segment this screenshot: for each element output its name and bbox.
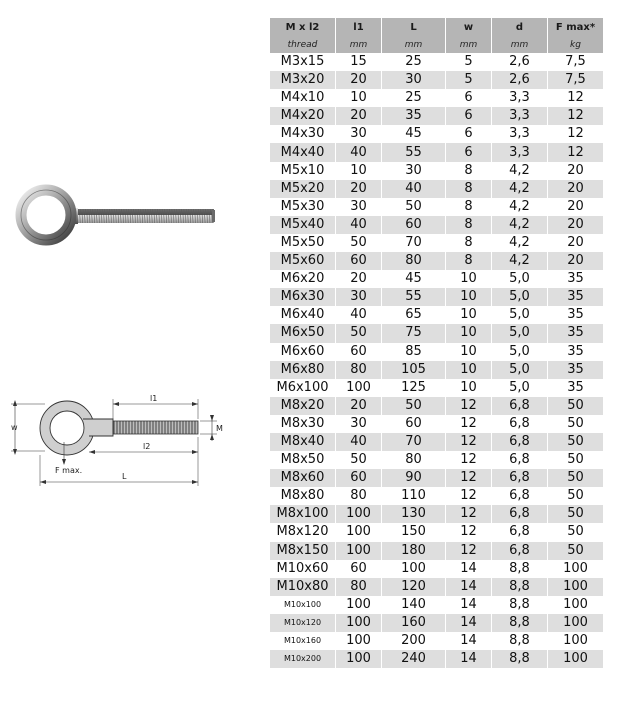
dimension-label-l2: l2 <box>143 442 151 451</box>
cell-f-max: 20 <box>548 198 604 216</box>
cell-f-max: 20 <box>548 216 604 234</box>
cell-length: 105 <box>382 361 446 379</box>
cell-length: 50 <box>382 397 446 415</box>
cell-thread-size: M8x120 <box>270 523 336 541</box>
cell-l1: 50 <box>336 324 382 342</box>
cell-f-max: 7,5 <box>548 53 604 71</box>
dimension-label-m: M <box>216 424 223 433</box>
cell-thread-size: M10x60 <box>270 560 336 578</box>
cell-thread-size: M8x150 <box>270 542 336 560</box>
cell-d: 4,2 <box>492 198 548 216</box>
cell-length: 80 <box>382 252 446 270</box>
unit-l1: mm <box>336 36 382 53</box>
header-d: d <box>492 18 548 36</box>
table-row <box>270 107 604 125</box>
cell-d: 6,8 <box>492 433 548 451</box>
dimension-label-f-max: F max. <box>55 466 83 475</box>
cell-thread-size: M4x20 <box>270 107 336 125</box>
cell-f-max: 35 <box>548 379 604 397</box>
cell-thread-size: M4x10 <box>270 89 336 107</box>
cell-d: 6,8 <box>492 505 548 523</box>
cell-thread-size: M6x100 <box>270 379 336 397</box>
header-l1: l1 <box>336 18 382 36</box>
table-row <box>270 143 604 161</box>
cell-d: 8,8 <box>492 578 548 596</box>
cell-w: 10 <box>446 324 492 342</box>
cell-d: 3,3 <box>492 125 548 143</box>
cell-thread-size: M10x100 <box>270 596 336 614</box>
cell-length: 45 <box>382 270 446 288</box>
cell-d: 6,8 <box>492 523 548 541</box>
cell-f-max: 20 <box>548 252 604 270</box>
cell-length: 150 <box>382 523 446 541</box>
cell-w: 8 <box>446 216 492 234</box>
cell-f-max: 12 <box>548 125 604 143</box>
cell-w: 14 <box>446 560 492 578</box>
cell-length: 25 <box>382 53 446 71</box>
cell-f-max: 100 <box>548 596 604 614</box>
cell-d: 5,0 <box>492 270 548 288</box>
table-row <box>270 632 604 650</box>
cell-thread-size: M4x30 <box>270 125 336 143</box>
cell-thread-size: M3x20 <box>270 71 336 89</box>
cell-length: 100 <box>382 560 446 578</box>
cell-w: 12 <box>446 451 492 469</box>
table-header-row <box>270 18 604 36</box>
table-body <box>270 53 604 668</box>
cell-thread-size: M6x40 <box>270 306 336 324</box>
unit-length: mm <box>382 36 446 53</box>
cell-w: 6 <box>446 107 492 125</box>
cell-d: 8,8 <box>492 560 548 578</box>
dimension-label-w: w <box>11 423 18 432</box>
cell-w: 6 <box>446 125 492 143</box>
table-row <box>270 324 604 342</box>
cell-f-max: 7,5 <box>548 71 604 89</box>
table-row <box>270 650 604 668</box>
cell-length: 140 <box>382 596 446 614</box>
cell-l1: 100 <box>336 632 382 650</box>
cell-l1: 30 <box>336 198 382 216</box>
cell-d: 5,0 <box>492 288 548 306</box>
cell-thread-size: M3x15 <box>270 53 336 71</box>
cell-l1: 20 <box>336 270 382 288</box>
eye-bolt-photo <box>12 175 222 255</box>
cell-w: 14 <box>446 578 492 596</box>
cell-w: 12 <box>446 542 492 560</box>
cell-w: 14 <box>446 596 492 614</box>
table-row <box>270 53 604 71</box>
cell-thread-size: M6x20 <box>270 270 336 288</box>
cell-length: 50 <box>382 198 446 216</box>
cell-length: 55 <box>382 288 446 306</box>
unit-w: mm <box>446 36 492 53</box>
cell-l1: 30 <box>336 288 382 306</box>
cell-f-max: 35 <box>548 288 604 306</box>
cell-f-max: 50 <box>548 523 604 541</box>
table-row <box>270 487 604 505</box>
cell-f-max: 50 <box>548 397 604 415</box>
table-row <box>270 361 604 379</box>
cell-l1: 20 <box>336 107 382 125</box>
table-row <box>270 451 604 469</box>
cell-l1: 80 <box>336 361 382 379</box>
cell-l1: 40 <box>336 433 382 451</box>
cell-d: 5,0 <box>492 306 548 324</box>
cell-thread-size: M5x50 <box>270 234 336 252</box>
cell-thread-size: M5x10 <box>270 162 336 180</box>
table-row <box>270 216 604 234</box>
table-row <box>270 596 604 614</box>
cell-length: 160 <box>382 614 446 632</box>
cell-w: 10 <box>446 288 492 306</box>
cell-w: 10 <box>446 379 492 397</box>
cell-d: 5,0 <box>492 379 548 397</box>
cell-d: 2,6 <box>492 53 548 71</box>
cell-length: 75 <box>382 324 446 342</box>
cell-l1: 50 <box>336 451 382 469</box>
cell-w: 10 <box>446 270 492 288</box>
cell-thread-size: M4x40 <box>270 143 336 161</box>
table-row <box>270 125 604 143</box>
table-row <box>270 198 604 216</box>
unit-d: mm <box>492 36 548 53</box>
cell-w: 5 <box>446 71 492 89</box>
cell-f-max: 50 <box>548 415 604 433</box>
table-row <box>270 288 604 306</box>
cell-length: 45 <box>382 125 446 143</box>
cell-thread-size: M5x30 <box>270 198 336 216</box>
table-row <box>270 162 604 180</box>
cell-thread-size: M8x50 <box>270 451 336 469</box>
cell-thread-size: M6x30 <box>270 288 336 306</box>
cell-length: 85 <box>382 343 446 361</box>
cell-thread-size: M8x60 <box>270 469 336 487</box>
cell-length: 40 <box>382 180 446 198</box>
table-row <box>270 234 604 252</box>
table-row <box>270 614 604 632</box>
cell-l1: 60 <box>336 252 382 270</box>
table-row <box>270 89 604 107</box>
cell-f-max: 100 <box>548 650 604 668</box>
cell-l1: 80 <box>336 578 382 596</box>
table-row <box>270 71 604 89</box>
cell-l1: 60 <box>336 560 382 578</box>
cell-d: 3,3 <box>492 89 548 107</box>
cell-d: 6,8 <box>492 415 548 433</box>
cell-d: 4,2 <box>492 252 548 270</box>
cell-length: 55 <box>382 143 446 161</box>
cell-length: 35 <box>382 107 446 125</box>
cell-thread-size: M10x200 <box>270 650 336 668</box>
cell-d: 3,3 <box>492 143 548 161</box>
header-f-max: F max* <box>548 18 604 36</box>
cell-w: 14 <box>446 650 492 668</box>
cell-l1: 20 <box>336 71 382 89</box>
cell-l1: 50 <box>336 234 382 252</box>
cell-f-max: 100 <box>548 560 604 578</box>
table-row <box>270 379 604 397</box>
cell-l1: 10 <box>336 162 382 180</box>
table-units-row <box>270 36 604 53</box>
unit-f-max: kg <box>548 36 604 53</box>
cell-l1: 100 <box>336 650 382 668</box>
cell-w: 8 <box>446 198 492 216</box>
cell-length: 200 <box>382 632 446 650</box>
cell-l1: 10 <box>336 89 382 107</box>
cell-d: 6,8 <box>492 451 548 469</box>
cell-l1: 60 <box>336 343 382 361</box>
cell-w: 6 <box>446 143 492 161</box>
cell-f-max: 50 <box>548 542 604 560</box>
cell-w: 5 <box>446 53 492 71</box>
cell-d: 5,0 <box>492 361 548 379</box>
cell-length: 125 <box>382 379 446 397</box>
cell-f-max: 100 <box>548 632 604 650</box>
cell-d: 4,2 <box>492 216 548 234</box>
dimension-label-l1: l1 <box>150 394 158 403</box>
cell-d: 8,8 <box>492 614 548 632</box>
table-row <box>270 542 604 560</box>
cell-l1: 40 <box>336 143 382 161</box>
dimension-label-total-length: L <box>122 472 127 481</box>
cell-w: 12 <box>446 487 492 505</box>
eye-bolt-spec-table <box>270 18 604 668</box>
cell-length: 65 <box>382 306 446 324</box>
cell-f-max: 35 <box>548 270 604 288</box>
table-row <box>270 270 604 288</box>
cell-d: 6,8 <box>492 487 548 505</box>
cell-thread-size: M10x160 <box>270 632 336 650</box>
cell-thread-size: M8x40 <box>270 433 336 451</box>
header-thread-size: M x l2 <box>270 18 336 36</box>
table-row <box>270 252 604 270</box>
cell-f-max: 100 <box>548 614 604 632</box>
unit-thread: thread <box>270 36 336 53</box>
cell-length: 180 <box>382 542 446 560</box>
table-row <box>270 505 604 523</box>
cell-thread-size: M8x80 <box>270 487 336 505</box>
cell-thread-size: M8x100 <box>270 505 336 523</box>
cell-d: 3,3 <box>492 107 548 125</box>
cell-f-max: 35 <box>548 306 604 324</box>
cell-l1: 20 <box>336 397 382 415</box>
cell-l1: 30 <box>336 415 382 433</box>
cell-l1: 100 <box>336 379 382 397</box>
cell-thread-size: M5x40 <box>270 216 336 234</box>
cell-f-max: 50 <box>548 469 604 487</box>
eye-bolt-technical-drawing <box>5 385 230 490</box>
cell-l1: 100 <box>336 542 382 560</box>
cell-w: 12 <box>446 397 492 415</box>
cell-l1: 100 <box>336 614 382 632</box>
cell-l1: 15 <box>336 53 382 71</box>
cell-d: 4,2 <box>492 162 548 180</box>
cell-length: 25 <box>382 89 446 107</box>
cell-length: 60 <box>382 415 446 433</box>
cell-d: 8,8 <box>492 632 548 650</box>
cell-d: 6,8 <box>492 397 548 415</box>
header-w: w <box>446 18 492 36</box>
cell-f-max: 50 <box>548 451 604 469</box>
cell-w: 10 <box>446 343 492 361</box>
cell-length: 30 <box>382 162 446 180</box>
cell-length: 30 <box>382 71 446 89</box>
cell-d: 4,2 <box>492 234 548 252</box>
cell-w: 8 <box>446 180 492 198</box>
cell-f-max: 35 <box>548 324 604 342</box>
cell-w: 12 <box>446 469 492 487</box>
cell-d: 2,6 <box>492 71 548 89</box>
cell-w: 8 <box>446 234 492 252</box>
cell-f-max: 20 <box>548 180 604 198</box>
cell-f-max: 35 <box>548 361 604 379</box>
cell-d: 8,8 <box>492 596 548 614</box>
cell-thread-size: M8x20 <box>270 397 336 415</box>
cell-l1: 40 <box>336 216 382 234</box>
cell-length: 70 <box>382 433 446 451</box>
cell-l1: 60 <box>336 469 382 487</box>
cell-f-max: 12 <box>548 143 604 161</box>
cell-thread-size: M5x20 <box>270 180 336 198</box>
table-row <box>270 433 604 451</box>
cell-d: 5,0 <box>492 324 548 342</box>
cell-w: 12 <box>446 523 492 541</box>
header-length: L <box>382 18 446 36</box>
cell-length: 60 <box>382 216 446 234</box>
cell-d: 6,8 <box>492 542 548 560</box>
cell-length: 90 <box>382 469 446 487</box>
cell-l1: 40 <box>336 306 382 324</box>
cell-w: 12 <box>446 433 492 451</box>
cell-thread-size: M10x80 <box>270 578 336 596</box>
table-row <box>270 180 604 198</box>
cell-f-max: 12 <box>548 89 604 107</box>
cell-f-max: 12 <box>548 107 604 125</box>
cell-f-max: 20 <box>548 234 604 252</box>
cell-w: 8 <box>446 162 492 180</box>
cell-w: 12 <box>446 415 492 433</box>
cell-length: 240 <box>382 650 446 668</box>
cell-f-max: 50 <box>548 487 604 505</box>
cell-f-max: 35 <box>548 343 604 361</box>
cell-f-max: 100 <box>548 578 604 596</box>
cell-w: 14 <box>446 632 492 650</box>
table-row <box>270 306 604 324</box>
table-row <box>270 343 604 361</box>
cell-thread-size: M6x80 <box>270 361 336 379</box>
cell-w: 10 <box>446 306 492 324</box>
cell-thread-size: M5x60 <box>270 252 336 270</box>
cell-thread-size: M6x50 <box>270 324 336 342</box>
cell-thread-size: M8x30 <box>270 415 336 433</box>
cell-w: 8 <box>446 252 492 270</box>
cell-thread-size: M6x60 <box>270 343 336 361</box>
cell-l1: 30 <box>336 125 382 143</box>
cell-length: 110 <box>382 487 446 505</box>
cell-f-max: 50 <box>548 505 604 523</box>
cell-d: 4,2 <box>492 180 548 198</box>
cell-thread-size: M10x120 <box>270 614 336 632</box>
cell-length: 130 <box>382 505 446 523</box>
table-row <box>270 397 604 415</box>
cell-l1: 100 <box>336 523 382 541</box>
cell-l1: 20 <box>336 180 382 198</box>
cell-d: 5,0 <box>492 343 548 361</box>
table-row <box>270 578 604 596</box>
table-row <box>270 560 604 578</box>
cell-d: 6,8 <box>492 469 548 487</box>
cell-l1: 100 <box>336 505 382 523</box>
cell-f-max: 50 <box>548 433 604 451</box>
cell-w: 10 <box>446 361 492 379</box>
cell-l1: 100 <box>336 596 382 614</box>
cell-length: 120 <box>382 578 446 596</box>
table-row <box>270 469 604 487</box>
cell-w: 6 <box>446 89 492 107</box>
table-row <box>270 523 604 541</box>
cell-w: 12 <box>446 505 492 523</box>
cell-f-max: 20 <box>548 162 604 180</box>
cell-w: 14 <box>446 614 492 632</box>
cell-l1: 80 <box>336 487 382 505</box>
cell-d: 8,8 <box>492 650 548 668</box>
cell-length: 80 <box>382 451 446 469</box>
table-row <box>270 415 604 433</box>
cell-length: 70 <box>382 234 446 252</box>
